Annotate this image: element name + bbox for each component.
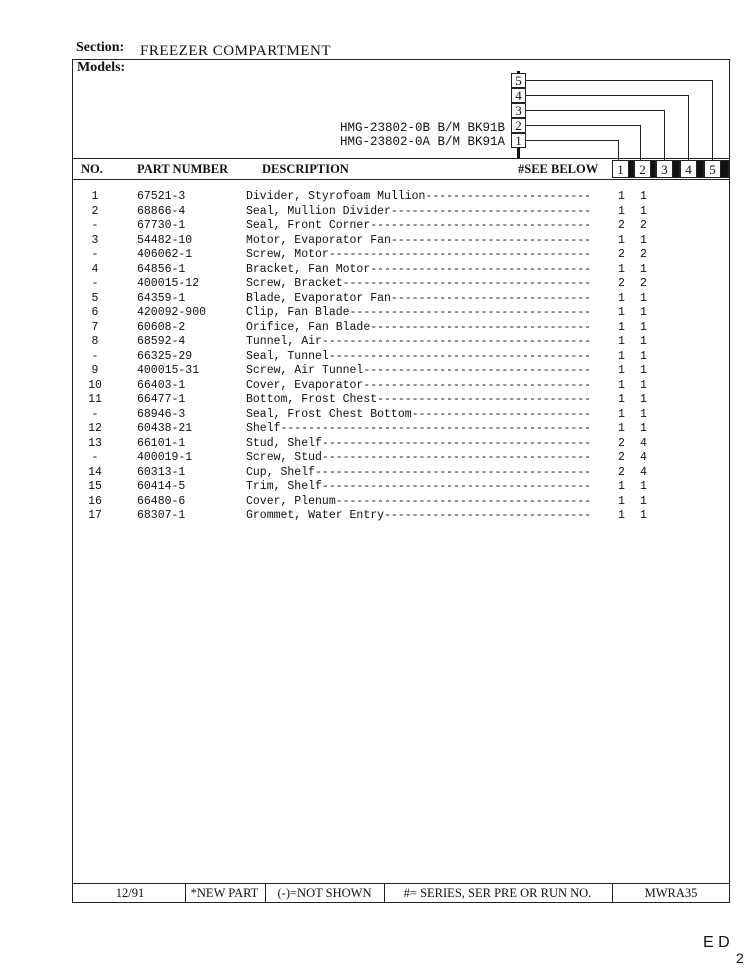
table-row	[73, 321, 729, 336]
series-box-2: 2	[511, 118, 526, 133]
parts-list	[73, 190, 729, 524]
qty-series-2: 1	[640, 422, 647, 435]
qty-series-1: 1	[618, 378, 625, 392]
part-index: -	[91, 407, 99, 421]
qty-series-2: 4	[640, 436, 647, 450]
handwritten-mark-number: 2	[736, 950, 744, 966]
part-index: 17	[88, 509, 102, 522]
qty-series-1: 1	[618, 291, 625, 305]
series-box-5: 5	[511, 73, 526, 88]
part-description: Screw, Air Tunnel---------------------------------	[246, 364, 592, 377]
qty-series-1: 1	[618, 190, 625, 203]
qty-series-2: 2	[640, 219, 647, 232]
part-index: 3	[91, 233, 99, 247]
qty-series-2: 2	[640, 248, 647, 261]
model-line-a: HMG-23802-0A B/M BK91A	[340, 135, 506, 149]
qty-series-1: 2	[618, 465, 625, 479]
qty-series-2: 1	[640, 190, 647, 203]
part-index: 8	[91, 335, 99, 348]
part-index: -	[91, 248, 99, 261]
part-number: 54482-10	[137, 233, 193, 247]
part-description: Screw, Bracket------------------------------------	[246, 277, 592, 290]
table-row	[73, 379, 729, 394]
qty-series-1: 1	[618, 335, 625, 348]
part-description: Cover, Plenum-------------------------------------	[246, 494, 592, 508]
part-number: 68866-4	[137, 204, 186, 218]
table-row	[73, 219, 729, 234]
qty-series-1: 1	[618, 306, 625, 319]
qty-series-2: 1	[640, 233, 647, 247]
table-row	[73, 393, 729, 408]
table-row	[73, 234, 729, 249]
part-index: 2	[91, 204, 99, 218]
part-description: Clip, Fan Blade-----------------------------------	[246, 306, 592, 319]
header-col-4: 4	[680, 160, 697, 178]
qty-series-2: 1	[640, 291, 647, 305]
header-col-5: 5	[704, 160, 721, 178]
footer-code: MWRA35	[644, 886, 698, 900]
table-row	[73, 437, 729, 452]
table-row	[73, 408, 729, 423]
table-row	[73, 451, 729, 466]
part-index: 13	[88, 436, 102, 450]
series-box-4: 4	[511, 88, 526, 103]
part-number: 68307-1	[137, 509, 186, 522]
part-index: 7	[91, 320, 99, 334]
part-description: Screw, Motor--------------------------------------	[246, 248, 592, 261]
part-index: 16	[88, 494, 102, 508]
part-number: 406062-1	[137, 248, 193, 261]
footer-date: 12/91	[115, 886, 145, 900]
part-number: 60414-5	[137, 480, 186, 493]
connector-3	[526, 110, 664, 111]
qty-series-2: 4	[640, 451, 647, 464]
part-description: Bracket, Fan Motor--------------------------------	[246, 262, 592, 276]
part-number: 60608-2	[137, 320, 186, 334]
qty-series-1: 1	[618, 204, 625, 218]
qty-series-1: 2	[618, 451, 625, 464]
part-description: Seal, Front Corner--------------------------------	[246, 219, 592, 232]
connector-5-drop	[712, 80, 713, 160]
part-index: 12	[88, 422, 102, 435]
qty-series-2: 1	[640, 306, 647, 319]
table-row	[73, 480, 729, 495]
qty-series-2: 1	[640, 494, 647, 508]
table-row	[73, 509, 729, 524]
part-description: Trim, Shelf---------------------------------------	[246, 480, 592, 493]
qty-series-2: 1	[640, 378, 647, 392]
table-row	[73, 335, 729, 350]
part-number: 66403-1	[137, 378, 186, 392]
part-description: Divider, Styrofoam Mullion------------------------	[246, 190, 592, 203]
connector-4	[526, 95, 688, 96]
qty-series-1: 2	[618, 248, 625, 261]
part-number: 420092-900	[137, 306, 207, 319]
qty-series-2: 1	[640, 262, 647, 276]
part-description: Seal, Frost Chest Bottom--------------------------	[246, 407, 592, 421]
part-index: 10	[88, 378, 102, 392]
connector-3-drop	[664, 110, 665, 160]
qty-series-1: 1	[618, 509, 625, 522]
table-row	[73, 466, 729, 481]
part-number: 67521-3	[137, 190, 186, 203]
part-number: 66325-29	[137, 349, 193, 363]
part-index: 15	[88, 480, 102, 493]
qty-series-2: 1	[640, 407, 647, 421]
qty-series-2: 1	[640, 349, 647, 363]
qty-series-1: 1	[618, 407, 625, 421]
qty-series-2: 1	[640, 509, 647, 522]
qty-series-2: 1	[640, 480, 647, 493]
qty-series-2: 1	[640, 393, 647, 406]
section-label: Section:	[76, 40, 125, 55]
part-index: 14	[88, 465, 102, 479]
part-number: 64359-1	[137, 291, 186, 305]
part-number: 60438-21	[137, 422, 193, 435]
part-index: 4	[91, 262, 99, 276]
qty-series-2: 4	[640, 465, 647, 479]
connector-4-drop	[688, 95, 689, 160]
table-row	[73, 248, 729, 263]
qty-series-2: 1	[640, 364, 647, 377]
qty-series-1: 2	[618, 436, 625, 450]
part-number: 67730-1	[137, 219, 186, 232]
qty-series-2: 1	[640, 204, 647, 218]
part-description: Motor, Evaporator Fan-----------------------------	[246, 233, 592, 247]
part-description: Blade, Evaporator Fan-----------------------------	[246, 291, 592, 305]
qty-series-2: 2	[640, 277, 647, 290]
qty-series-2: 1	[640, 320, 647, 334]
header-col-1: 1	[612, 160, 629, 178]
table-row	[73, 190, 729, 205]
header-col-sep	[696, 160, 704, 178]
part-description: Grommet, Water Entry------------------------------	[246, 509, 592, 522]
header-part-number: PART NUMBER	[137, 162, 229, 176]
part-index: -	[91, 451, 99, 464]
footer-series-note: #= SERIES, SER PRE OR RUN NO.	[403, 886, 592, 900]
header-col-3: 3	[656, 160, 673, 178]
handwritten-mark: E D	[703, 934, 730, 951]
table-row	[73, 306, 729, 321]
section-title: FREEZER COMPARTMENT	[140, 43, 331, 59]
table-row	[73, 292, 729, 307]
qty-series-1: 1	[618, 422, 625, 435]
part-description: Stud, Shelf---------------------------------------	[246, 436, 592, 450]
table-row	[73, 495, 729, 510]
part-index: -	[91, 277, 99, 290]
connector-2	[526, 125, 640, 126]
qty-series-1: 1	[618, 349, 625, 363]
table-row	[73, 364, 729, 379]
part-index: -	[91, 219, 99, 232]
part-number: 400015-12	[137, 277, 200, 290]
part-index: 1	[91, 190, 99, 203]
series-box-3: 3	[511, 103, 526, 118]
part-number: 60313-1	[137, 465, 186, 479]
qty-series-1: 2	[618, 277, 625, 290]
qty-series-1: 1	[618, 393, 625, 406]
connector-5	[526, 80, 712, 81]
footer-not-shown: (-)=NOT SHOWN	[277, 886, 372, 900]
part-description: Orifice, Fan Blade--------------------------------	[246, 320, 592, 334]
header-description: DESCRIPTION	[262, 162, 349, 176]
part-index: 9	[91, 364, 99, 377]
part-number: 66477-1	[137, 393, 186, 406]
part-number: 400015-31	[137, 364, 200, 377]
model-line-b: HMG-23802-0B B/M BK91B	[340, 121, 506, 135]
qty-series-2: 1	[640, 335, 647, 348]
part-description: Seal, Tunnel--------------------------------------	[246, 349, 592, 363]
part-index: 5	[91, 291, 99, 305]
part-number: 66480-6	[137, 494, 186, 508]
qty-series-1: 1	[618, 262, 625, 276]
series-box-1: 1	[511, 133, 526, 148]
header-see-below: #SEE BELOW	[518, 162, 599, 176]
part-description: Bottom, Frost Chest-------------------------------	[246, 393, 592, 406]
part-description: Screw, Stud---------------------------------------	[246, 451, 592, 464]
table-row	[73, 350, 729, 365]
footer-new-part: *NEW PART	[190, 886, 259, 900]
qty-series-1: 1	[618, 233, 625, 247]
part-number: 64856-1	[137, 262, 186, 276]
part-number: 400019-1	[137, 451, 193, 464]
table-row	[73, 263, 729, 278]
connector-1	[526, 140, 618, 141]
qty-series-1: 1	[618, 364, 625, 377]
connector-1-drop	[618, 140, 619, 160]
part-description: Cover, Evaporator---------------------------------	[246, 378, 592, 392]
table-row	[73, 205, 729, 220]
table-row	[73, 277, 729, 292]
part-index: -	[91, 349, 99, 363]
part-description: Shelf---------------------------------------------	[246, 422, 592, 435]
header-col-sep	[720, 160, 729, 178]
models-label: Models:	[77, 60, 126, 75]
header-col-2: 2	[634, 160, 651, 178]
part-number: 68946-3	[137, 407, 186, 421]
part-description: Cup, Shelf----------------------------------------	[246, 465, 592, 479]
header-no: NO.	[81, 162, 103, 176]
table-row	[73, 422, 729, 437]
qty-series-1: 2	[618, 219, 625, 232]
part-description: Seal, Mullion Divider-----------------------------	[246, 204, 592, 218]
part-number: 68592-4	[137, 335, 186, 348]
connector-2-drop	[640, 125, 641, 160]
header-col-sep	[672, 160, 680, 178]
qty-series-1: 1	[618, 480, 625, 493]
qty-series-1: 1	[618, 494, 625, 508]
part-description: Tunnel, Air---------------------------------------	[246, 335, 592, 348]
part-index: 11	[88, 393, 102, 406]
part-index: 6	[91, 306, 99, 319]
part-number: 66101-1	[137, 436, 186, 450]
qty-series-1: 1	[618, 320, 625, 334]
